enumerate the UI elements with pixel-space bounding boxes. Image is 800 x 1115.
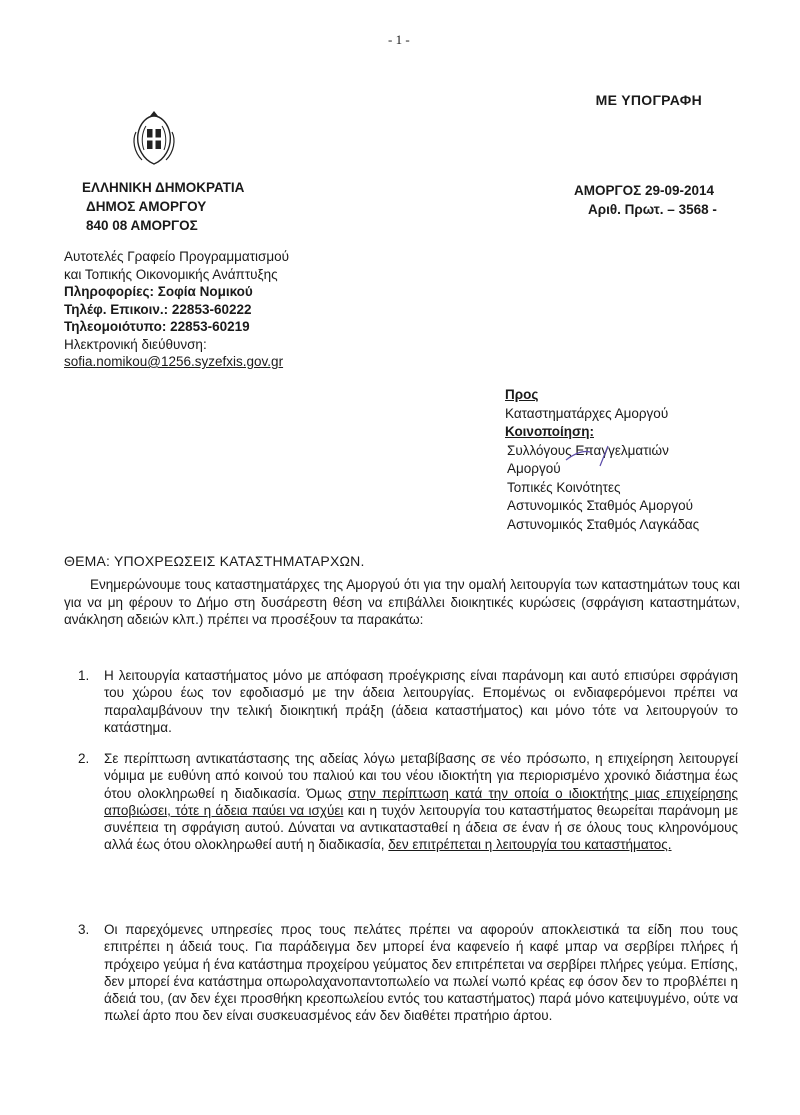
list-item-number: 2.	[78, 751, 90, 766]
to-recipient: Καταστηματάρχες Αμοργού	[505, 405, 669, 421]
list-item	[78, 921, 738, 1025]
coat-of-arms-icon	[126, 110, 182, 170]
office-email-link[interactable]: sofia.nomikou@1256.syzefxis.gov.gr	[64, 354, 284, 369]
underlined-text: δεν επιτρέπεται η λειτουργία του καταστήματος.	[388, 837, 672, 853]
underlined-text: στην περίπτωση κατά την οποία ο ιδιοκτήτης μιας επιχείρησης αποβιώσει, τότε η άδεια παύει να ισχύει	[104, 785, 738, 818]
signature-note: ΜΕ ΥΠΟΓΡΑΦΗ	[595, 92, 702, 108]
office-fax: Τηλεομοιότυπο: 22853-60219	[64, 319, 250, 334]
cc-label: Κοινοποίηση:	[505, 424, 594, 439]
cc-recipient: Τοπικές Κοινότητες	[507, 479, 621, 495]
page-number: - 1 -	[388, 32, 410, 47]
office-contact-person: Πληροφορίες: Σοφία Νομικού	[64, 284, 253, 299]
pen-mark-icon	[560, 440, 620, 470]
list-item	[78, 667, 738, 736]
list-item	[78, 750, 738, 854]
office-block	[64, 248, 289, 371]
list-item-text: Οι παρεχόμενες υπηρεσίες προς τους πελάτες πρέπει να αφορούν αποκλειστικά τα είδη που τους επιτρέπει η άδειά τους. Για παράδειγμα δεν μπορεί ένα καφενείο ή καφέ μπαρ να σερβίρει πλήρες ή πρόχειρο γεύμα ή ένα κατάστημα προχείρου γεύματος δεν επιτρέπεται να σερβίρει πλήρες γεύμα. Επίσης, δεν μπορεί ένα κατάστημα οπωρολαχανοπαντοπωλείο να πωλεί νωπό κρέας εφ όσον δεν το προβλέπει η άδειά του, (αν δεν έχει προσθήκη κρεοπωλείου εντός του καταστήματος) παρά μόνο κατεψυγμένο, ούτε να πωλεί άρτο που δεν είναι συσκευασμένος εάν δεν διαθέτει πρατήριο άρτου.	[104, 922, 738, 1024]
protocol-number: Αριθ. Πρωτ. – 3568 -	[588, 202, 717, 217]
list-item-text: Σε περίπτωση αντικατάστασης της αδείας λόγω μεταβίβασης σε νέο πρόσωπο, η επιχείρηση λειτουργεί νόμιμα με ευθύνη από κοινού του παλιού και του νέου ιδιοκτήτη για περιορισμένο χρονικό διάστημα έως ότου ολοκληρωθεί η διαδικασία. Όμως	[104, 751, 738, 801]
subject-line: ΘΕΜΑ: ΥΠΟΧΡΕΩΣΕΙΣ ΚΑΤΑΣΤΗΜΑΤΑΡΧΩΝ.	[64, 553, 365, 569]
office-name-line1: Αυτοτελές Γραφείο Προγραμματισμού	[64, 249, 290, 264]
intro-paragraph: Ενημερώνουμε τους καταστηματάρχες της Αμοργού ότι για την ομαλή λειτουργία των καταστημάτων τους και για να μη φέρουν το Δήμο στη δυσάρεστη θέση να επιβάλλει διοικητικές κυρώσεις (σφράγιση καταστημάτων, ανάκληση αδειών κλπ.) πρέπει να προσέξουν τα παρακάτω:	[64, 577, 740, 627]
cc-recipient: Αμοργού	[507, 461, 561, 476]
cc-recipient: Συλλόγους Επαγγελματιών	[507, 442, 669, 458]
list-item-text: και η τυχόν λειτουργία του καταστήματος θεωρείται παράνομη με συνέπεια τη σφράγιση αυτού. Δύναται να αντικατασταθεί η άδεια σε έναν ή σε όλους τους κληρονόμους αλλά έως ότου ολοκληρωθεί αυτή η διαδικασία,	[104, 802, 738, 853]
office-phone: Τηλέφ. Επικοιν.: 22853-60222	[64, 301, 252, 317]
list-item-number: 1.	[78, 668, 90, 683]
list-item-number: 3.	[78, 922, 90, 937]
issuer-municipality: ΔΗΜΟΣ ΑΜΟΡΓΟΥ	[86, 199, 207, 214]
cc-recipient: Αστυνομικός Σταθμός Λαγκάδας	[507, 516, 700, 532]
issuer-block	[82, 178, 244, 235]
to-label: Προς	[505, 387, 539, 402]
document-date: ΑΜΟΡΓΟΣ 29-09-2014	[574, 183, 715, 198]
office-email-label: Ηλεκτρονική διεύθυνση:	[64, 336, 207, 352]
date-reference-block	[574, 181, 717, 219]
cc-recipient: Αστυνομικός Σταθμός Αμοργού	[507, 498, 694, 513]
office-name-line2: και Τοπικής Οικονομικής Ανάπτυξης	[64, 266, 278, 282]
issuer-address: 840 08 ΑΜΟΡΓΟΣ	[86, 218, 198, 233]
issuer-country: ΕΛΛΗΝΙΚΗ ΔΗΜΟΚΡΑΤΙΑ	[82, 180, 245, 195]
list-item-text: Η λειτουργία καταστήματος μόνο με απόφαση προέγκρισης είναι παράνομη και αυτό επισύρει σφράγιση του χώρου έως τον εφοδιασμό με την άδεια λειτουργίας. Επομένως οι ενδιαφερόμενοι πρέπει να παραλαμβάνουν την τελική διοικητική πράξη (άδεια καταστήματος) και μόνο τότε να λειτουργούν το κατάστημα.	[104, 668, 738, 735]
